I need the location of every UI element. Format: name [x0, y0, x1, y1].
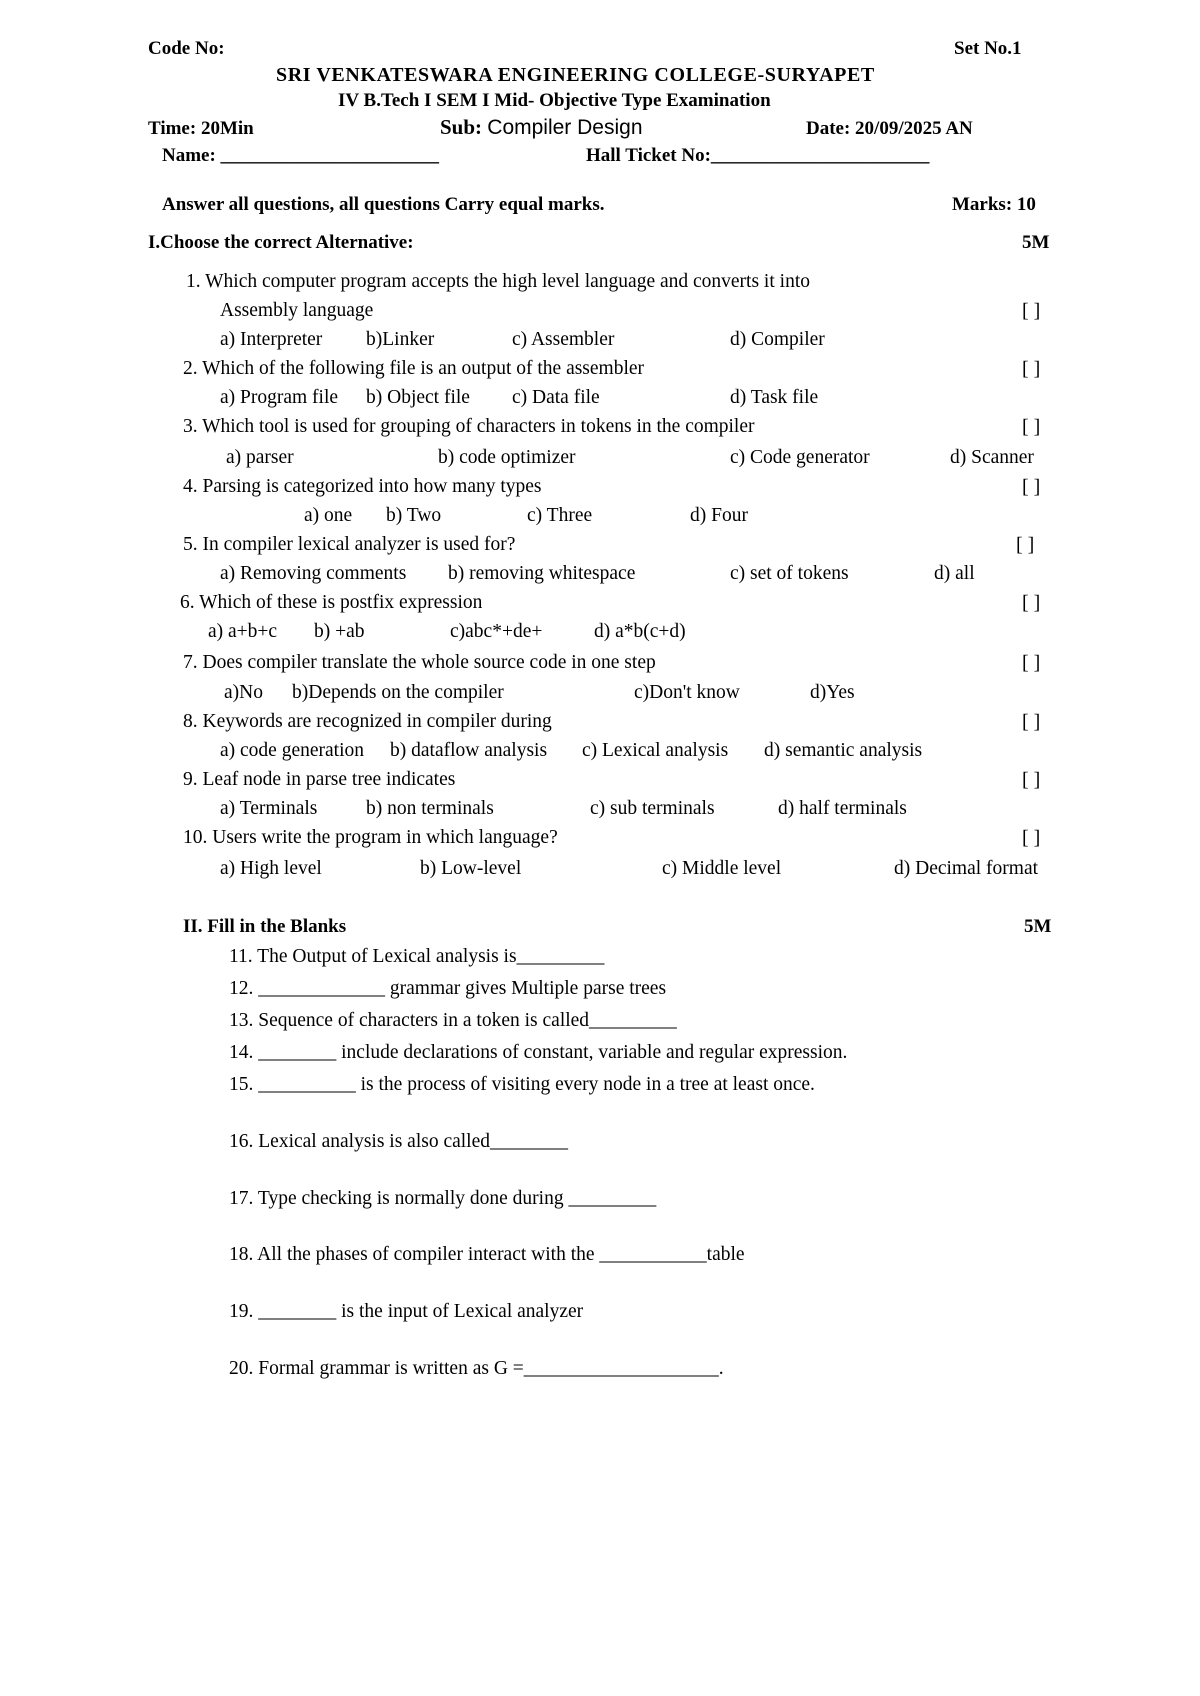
- option: d) all: [934, 563, 975, 584]
- subject-name: Compiler Design: [487, 116, 643, 139]
- option: c) Lexical analysis: [582, 740, 729, 761]
- fill-blank-item: 18. All the phases of compiler interact with the ___________table: [229, 1244, 745, 1265]
- option: d) Compiler: [730, 329, 825, 350]
- fill-blank-item: 13. Sequence of characters in a token is called_________: [229, 1010, 677, 1031]
- option: c)Don't know: [634, 682, 740, 703]
- question-7-text: 7. Does compiler translate the whole source code in one step: [183, 652, 656, 673]
- question-4-text: 4. Parsing is categorized into how many types: [183, 476, 542, 497]
- option: d) a*b(c+d): [594, 621, 686, 642]
- option: c) Middle level: [662, 858, 782, 879]
- option: a) one: [304, 505, 353, 526]
- option: c) sub terminals: [590, 798, 715, 819]
- option: b) dataflow analysis: [390, 740, 548, 761]
- option: c) Code generator: [730, 447, 870, 468]
- option: d) Decimal format: [894, 858, 1039, 879]
- question-1-text-cont: Assembly language: [220, 300, 374, 321]
- option: c) set of tokens: [730, 563, 849, 584]
- option: d) Scanner: [950, 447, 1034, 468]
- option: a) code generation: [220, 740, 365, 761]
- answer-bracket: [ ]: [1022, 476, 1041, 498]
- college-name: SRI VENKATESWARA ENGINEERING COLLEGE-SURYAPET: [276, 64, 875, 86]
- section1-marks: 5M: [1022, 232, 1050, 253]
- fill-blank-item: 15. __________ is the process of visiting every node in a tree at least once.: [229, 1074, 815, 1095]
- section2-marks: 5M: [1024, 916, 1052, 937]
- question-6-text: 6. Which of these is postfix expression: [180, 592, 483, 613]
- fill-blank-item: 16. Lexical analysis is also called________: [229, 1131, 569, 1152]
- answer-bracket: [ ]: [1022, 416, 1041, 438]
- option: a) a+b+c: [208, 621, 278, 642]
- option: b) removing whitespace: [448, 563, 636, 584]
- option: c)abc*+de+: [450, 621, 543, 642]
- total-marks: Marks: 10: [952, 194, 1036, 215]
- section2-title: II. Fill in the Blanks: [183, 916, 347, 937]
- option: b) non terminals: [366, 798, 494, 819]
- option: a) Interpreter: [220, 329, 323, 350]
- section1-title: I.Choose the correct Alternative:: [148, 232, 414, 253]
- question-8-text: 8. Keywords are recognized in compiler during: [183, 711, 552, 732]
- fill-blank-item: 20. Formal grammar is written as G =____________________.: [229, 1358, 724, 1379]
- question-1-text: 1. Which computer program accepts the high level language and converts it into: [186, 271, 810, 292]
- instructions-text: Answer all questions, all questions Carry equal marks.: [162, 194, 605, 215]
- exam-date: Date: 20/09/2025 AN: [806, 118, 973, 139]
- option: b) Low-level: [420, 858, 522, 879]
- fill-blank-item: 11. The Output of Lexical analysis is_________: [229, 946, 605, 967]
- code-number-label: Code No:: [148, 38, 225, 59]
- option: a) Terminals: [220, 798, 318, 819]
- question-2-text: 2. Which of the following file is an output of the assembler: [183, 358, 645, 379]
- option: d) Four: [690, 505, 748, 526]
- answer-bracket: [ ]: [1022, 711, 1041, 733]
- option: b) code optimizer: [438, 447, 576, 468]
- option: c) Data file: [512, 387, 600, 408]
- question-5-text: 5. In compiler lexical analyzer is used for?: [183, 534, 516, 555]
- option: b) Two: [386, 505, 442, 526]
- subject-line: [440, 115, 643, 140]
- answer-bracket: [ ]: [1022, 592, 1041, 614]
- option: b)Linker: [366, 329, 435, 350]
- option: b)Depends on the compiler: [292, 682, 504, 703]
- option: c) Three: [527, 505, 593, 526]
- answer-bracket: [ ]: [1022, 300, 1041, 322]
- answer-bracket: [ ]: [1022, 652, 1041, 674]
- option: d) Task file: [730, 387, 819, 408]
- option: d) half terminals: [778, 798, 907, 819]
- set-number-label: Set No.1: [954, 38, 1022, 59]
- exam-title: IV B.Tech I SEM I Mid- Objective Type Examination: [338, 90, 771, 111]
- answer-bracket: [ ]: [1022, 358, 1041, 380]
- fill-blank-item: 17. Type checking is normally done during _________: [229, 1188, 657, 1209]
- option: a) parser: [226, 447, 294, 468]
- option: c) Assembler: [512, 329, 615, 350]
- answer-bracket: [ ]: [1022, 769, 1041, 791]
- exam-time: Time: 20Min: [148, 118, 254, 139]
- option: a)No: [224, 682, 263, 703]
- option: a) Program file: [220, 387, 339, 408]
- answer-bracket: [ ]: [1022, 827, 1041, 849]
- fill-blank-item: 19. ________ is the input of Lexical analyzer: [229, 1301, 584, 1322]
- option: b) +ab: [314, 621, 365, 642]
- hall-ticket-field: Hall Ticket No:_______________________: [586, 145, 930, 166]
- answer-bracket: [ ]: [1016, 534, 1035, 556]
- subject-prefix: Sub:: [440, 115, 488, 139]
- question-3-text: 3. Which tool is used for grouping of characters in tokens in the compiler: [183, 416, 755, 437]
- question-10-text: 10. Users write the program in which language?: [183, 827, 558, 848]
- name-field: Name: _______________________: [162, 145, 440, 166]
- option: d) semantic analysis: [764, 740, 923, 761]
- fill-blank-item: 14. ________ include declarations of constant, variable and regular expression.: [229, 1042, 848, 1063]
- option: b) Object file: [366, 387, 470, 408]
- option: a) Removing comments: [220, 563, 407, 584]
- fill-blank-item: 12. _____________ grammar gives Multiple parse trees: [229, 978, 667, 999]
- question-9-text: 9. Leaf node in parse tree indicates: [183, 769, 456, 790]
- option: d)Yes: [810, 682, 855, 703]
- option: a) High level: [220, 858, 322, 879]
